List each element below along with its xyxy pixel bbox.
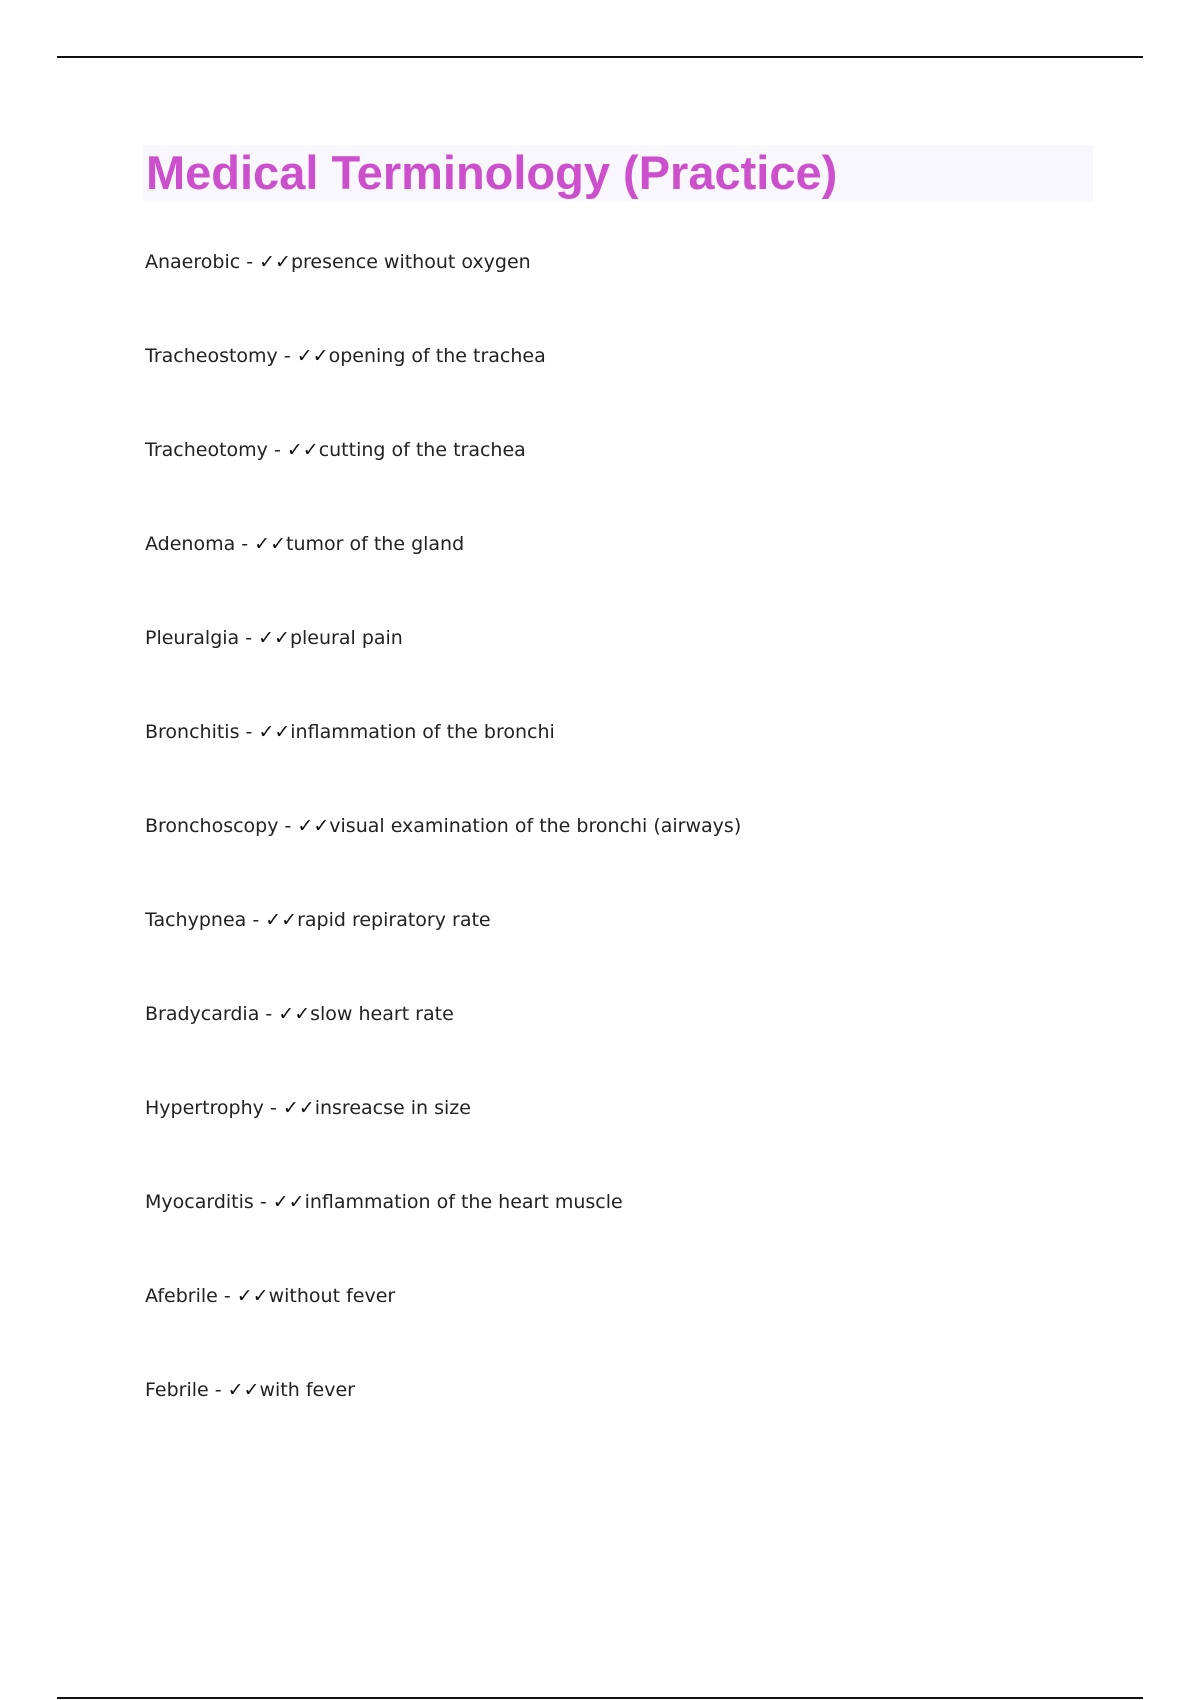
definition: visual examination of the bronchi (airways) [329, 815, 742, 837]
check-icon: ✓✓ [272, 1191, 305, 1213]
check-icon: ✓✓ [278, 1003, 311, 1025]
term: Hypertrophy [145, 1097, 264, 1119]
check-icon: ✓✓ [254, 533, 287, 555]
check-icon: ✓✓ [258, 627, 290, 649]
separator: - [217, 1285, 237, 1307]
term: Bronchitis [145, 721, 240, 743]
definition: inflammation of the heart muscle [304, 1191, 623, 1213]
definition: with fever [259, 1379, 355, 1401]
check-icon: ✓✓ [265, 909, 298, 931]
term: Myocarditis [145, 1191, 254, 1213]
term-entry [145, 1376, 741, 1470]
term: Adenoma [145, 533, 236, 555]
check-icon: ✓✓ [286, 439, 319, 461]
separator: - [208, 1379, 228, 1401]
term: Bradycardia [145, 1003, 260, 1025]
check-icon: ✓✓ [296, 345, 329, 367]
term-entry [145, 530, 741, 624]
term: Tracheotomy [145, 439, 268, 461]
definition: slow heart rate [310, 1003, 454, 1025]
separator: - [253, 1191, 273, 1213]
bottom-rule [57, 1697, 1143, 1699]
term: Bronchoscopy [145, 815, 279, 837]
definition: cutting of the trachea [318, 439, 526, 461]
term: Afebrile [145, 1285, 218, 1307]
term-entry [145, 1282, 741, 1376]
definition: without fever [268, 1285, 396, 1307]
term: Tracheostomy [145, 345, 278, 367]
term-entry [145, 1094, 741, 1188]
definition: inflammation of the bronchi [290, 721, 555, 743]
separator: - [239, 721, 259, 743]
definition: insreacse in size [314, 1097, 471, 1119]
top-rule [57, 56, 1143, 58]
check-icon: ✓✓ [227, 1379, 260, 1401]
separator: - [246, 909, 266, 931]
term: Anaerobic [145, 251, 241, 273]
definition: pleural pain [289, 627, 403, 649]
check-icon: ✓✓ [236, 1285, 269, 1307]
separator: - [240, 251, 260, 273]
term-entry [145, 812, 741, 906]
term: Tachypnea [145, 909, 247, 931]
check-icon: ✓✓ [282, 1097, 315, 1119]
term-list [145, 248, 741, 1470]
definition: opening of the trachea [328, 345, 546, 367]
check-icon: ✓✓ [259, 251, 291, 273]
separator: - [277, 345, 297, 367]
definition: rapid repiratory rate [297, 909, 491, 931]
term-entry [145, 1188, 741, 1282]
term: Febrile [145, 1379, 209, 1401]
term-entry [145, 718, 741, 812]
separator: - [259, 1003, 279, 1025]
term-entry [145, 342, 741, 436]
definition: tumor of the gland [286, 533, 465, 555]
separator: - [267, 439, 287, 461]
separator: - [278, 815, 298, 837]
check-icon: ✓✓ [258, 721, 291, 743]
term-entry [145, 1000, 741, 1094]
term-entry [145, 906, 741, 1000]
check-icon: ✓✓ [297, 815, 330, 837]
definition: presence without oxygen [290, 251, 531, 273]
separator: - [235, 533, 255, 555]
term-entry [145, 248, 741, 342]
term: Pleuralgia [145, 627, 240, 649]
separator: - [239, 627, 259, 649]
term-entry [145, 436, 741, 530]
document-title: Medical Terminology (Practice) [146, 146, 838, 199]
separator: - [263, 1097, 283, 1119]
term-entry [145, 624, 741, 718]
